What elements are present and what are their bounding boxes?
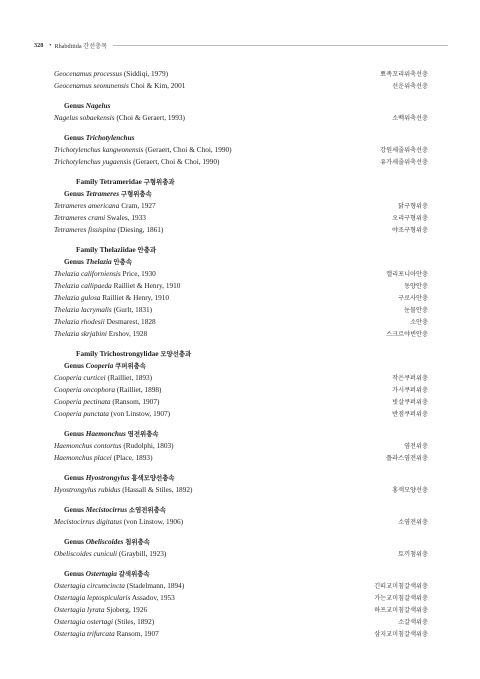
genus-heading [54, 100, 428, 112]
genus-part: Haemonchus [54, 441, 93, 450]
species-author: (von Linstow, 1906) [123, 517, 184, 526]
species-binomial [54, 629, 115, 638]
species-author: (Gurlt, 1831) [113, 305, 153, 314]
genus-name: Cooperia [85, 361, 114, 370]
genus-part: Cooperia [54, 385, 82, 394]
genus-heading [54, 568, 428, 580]
genus-part: Cooperia [54, 397, 82, 406]
species-author: Cram, 1927 [121, 201, 156, 210]
family-heading [54, 176, 428, 188]
species-row [54, 212, 428, 224]
korean-taxon-name: 갈색위충속 [118, 570, 150, 578]
korean-name: 가는교미침갈색위충 [374, 595, 428, 602]
genus-heading [54, 188, 428, 200]
species-name [54, 80, 185, 92]
species-row [54, 268, 428, 280]
family-heading [54, 244, 428, 256]
species-author: Desmarest, 1828 [106, 317, 156, 326]
genus-name: Ostertagia [85, 569, 117, 578]
genus-part: Cooperia [54, 409, 82, 418]
epithet-part: callipaeda [80, 281, 112, 290]
epithet-part: curticei [83, 373, 106, 382]
species-author: (Place, 1893) [113, 453, 153, 462]
genus-part: Ostertagia [54, 581, 86, 590]
korean-name: 소백위축선충 [392, 115, 428, 122]
species-name [54, 328, 147, 340]
genus-label: Genus [64, 133, 84, 142]
family-label: Family [76, 349, 98, 358]
species-binomial [54, 225, 116, 234]
genus-heading [54, 132, 428, 144]
korean-taxon-name: 모양선충과 [160, 350, 192, 358]
korean-taxon-name: 안충과 [137, 246, 157, 254]
species-row [54, 516, 428, 528]
species-name [54, 200, 156, 212]
genus-part: Thelazia [54, 293, 80, 302]
epithet-part: cuniculi [93, 549, 118, 558]
species-name [54, 396, 159, 408]
genus-label: Genus [64, 569, 84, 578]
species-name [54, 268, 156, 280]
species-author: Ransom, 1907 [116, 629, 159, 638]
genus-label: Genus [64, 505, 84, 514]
species-author: (Hassall & Stiles, 1892) [122, 485, 193, 494]
epithet-part: rubidus [98, 485, 121, 494]
korean-name: 가시쿠퍼위충 [392, 387, 428, 394]
species-author: (Diesing, 1861) [117, 225, 164, 234]
species-binomial [54, 617, 113, 626]
species-name [54, 280, 180, 292]
genus-name: Tetrameres [85, 189, 120, 198]
species-row [54, 580, 428, 592]
page-header [34, 41, 448, 50]
species-list [54, 68, 428, 640]
species-author: Sjoberg, 1926 [106, 605, 148, 614]
epithet-part: punctata [83, 409, 109, 418]
species-name [54, 484, 192, 496]
korean-taxon-name: 구형위충과 [143, 178, 175, 186]
genus-part: Thelazia [54, 305, 80, 314]
epithet-part: rhodesii [80, 317, 105, 326]
genus-part: Ostertagia [54, 617, 86, 626]
species-binomial [54, 281, 112, 290]
epithet-part: circumcincta [87, 581, 125, 590]
epithet-part: crami [88, 213, 106, 222]
korean-taxon-name: 쿠퍼위충속 [115, 362, 146, 370]
genus-part: Mecistocirrus [54, 517, 95, 526]
family-name: Thelaziidae [99, 245, 136, 254]
korean-name: 반점쿠퍼위충 [392, 411, 428, 418]
species-binomial [54, 81, 129, 90]
genus-part: Tetrameres [54, 213, 87, 222]
genus-label: Genus [64, 101, 84, 110]
species-row [54, 304, 428, 316]
genus-part: Thelazia [54, 281, 80, 290]
species-author: Railliet & Henry, 1910 [113, 281, 181, 290]
korean-taxon-name: 소염전위충속 [128, 506, 166, 514]
epithet-part: lyrata [87, 605, 105, 614]
korean-name: 눈물안충 [404, 307, 428, 314]
epithet-part: contortus [93, 441, 122, 450]
genus-label: Genus [64, 537, 84, 546]
section-gap [54, 340, 428, 348]
species-row [54, 616, 428, 628]
genus-part: Geocenamus [54, 69, 92, 78]
genus-part: Geocenamus [54, 81, 92, 90]
species-name [54, 440, 174, 452]
genus-name: Nagelus [85, 101, 111, 110]
species-row [54, 68, 428, 80]
genus-heading [54, 256, 428, 268]
species-row [54, 384, 428, 396]
genus-heading [54, 360, 428, 372]
species-binomial [54, 305, 112, 314]
species-name [54, 408, 170, 420]
epithet-part: processus [93, 69, 123, 78]
species-name [54, 112, 185, 124]
epithet-part: skrjabini [80, 329, 107, 338]
korean-name: 선운위축선충 [392, 83, 428, 90]
species-author: (Choi & Geraert, 1993) [116, 113, 185, 122]
genus-part: Cooperia [54, 373, 82, 382]
epithet-part: pectinata [83, 397, 111, 406]
epithet-part: yugaensis [102, 157, 132, 166]
species-binomial [54, 409, 109, 418]
species-name [54, 224, 163, 236]
genus-heading [54, 536, 428, 548]
species-name [54, 452, 153, 464]
genus-part: Ostertagia [54, 605, 86, 614]
genus-part: Obeliscoides [54, 549, 92, 558]
epithet-part: leptospicularis [87, 593, 131, 602]
species-binomial [54, 397, 111, 406]
korean-name: 유가세줄위축선충 [380, 159, 428, 166]
running-title: Rhabditida 간선충목 [54, 43, 108, 50]
section-gap [54, 528, 428, 536]
species-binomial [54, 157, 131, 166]
species-name [54, 292, 169, 304]
genus-name: Obeliscoides [85, 537, 124, 546]
genus-part: Thelazia [54, 269, 80, 278]
epithet-part: kangwonensis [102, 145, 144, 154]
korean-name: 삼지교미침갈색위충 [374, 631, 428, 638]
species-author: Railliet & Henry, 1910 [102, 293, 170, 302]
species-binomial [54, 145, 143, 154]
section-gap [54, 464, 428, 472]
epithet-part: ostertagi [87, 617, 113, 626]
korean-name: 토끼첨위충 [398, 551, 428, 558]
species-row [54, 224, 428, 236]
korean-name: 소염전위충 [398, 519, 428, 526]
species-binomial [54, 269, 121, 278]
section-gap [54, 560, 428, 568]
genus-heading [54, 428, 428, 440]
species-row [54, 144, 428, 156]
species-name [54, 156, 219, 168]
species-author: Choi & Kim, 2001 [130, 81, 186, 90]
species-row [54, 484, 428, 496]
species-binomial [54, 201, 119, 210]
species-name [54, 384, 161, 396]
species-name [54, 604, 147, 616]
genus-label: Genus [64, 257, 84, 266]
section-gap [54, 168, 428, 176]
family-heading [54, 348, 428, 360]
genus-part: Tetrameres [54, 225, 87, 234]
genus-name: Trichotylenchus [85, 133, 135, 142]
species-name [54, 304, 152, 316]
species-row [54, 200, 428, 212]
species-row [54, 316, 428, 328]
korean-name: 플라스염전위충 [386, 455, 428, 462]
species-row [54, 440, 428, 452]
species-row [54, 292, 428, 304]
species-row [54, 396, 428, 408]
species-name [54, 144, 232, 156]
korean-name: 소갈색위충 [398, 619, 428, 626]
korean-name: 강원세줄위축선충 [380, 147, 428, 154]
species-author: (Siddiqi, 1979) [123, 69, 169, 78]
species-author: (Geraert, Choi & Choi, 1990) [133, 157, 220, 166]
genus-label: Genus [64, 429, 84, 438]
korean-name: 오리구형위충 [392, 215, 428, 222]
epithet-part: californiensis [80, 269, 121, 278]
species-row [54, 80, 428, 92]
epithet-part: fissispina [88, 225, 116, 234]
species-name [54, 616, 154, 628]
epithet-part: sobaekensis [79, 113, 115, 122]
species-author: Assadov, 1953 [131, 593, 175, 602]
species-binomial [54, 441, 122, 450]
species-author: Ershov, 1928 [108, 329, 148, 338]
genus-part: Nagelus [54, 113, 78, 122]
genus-label: Genus [64, 361, 84, 370]
species-binomial [54, 453, 112, 462]
species-row [54, 408, 428, 420]
species-binomial [54, 517, 122, 526]
species-author: (von Linstow, 1907) [110, 409, 171, 418]
species-name [54, 212, 146, 224]
genus-part: Haemonchus [54, 453, 93, 462]
species-row [54, 372, 428, 384]
species-binomial [54, 329, 107, 338]
korean-taxon-name: 첨위충속 [125, 538, 150, 546]
section-gap [54, 124, 428, 132]
korean-taxon-name: 안충속 [113, 258, 133, 266]
family-label: Family [76, 245, 98, 254]
species-name [54, 316, 156, 328]
genus-part: Hyostrongylus [54, 485, 97, 494]
section-gap [54, 92, 428, 100]
genus-name: Haemonchus [85, 429, 126, 438]
epithet-part: placei [93, 453, 112, 462]
species-author: (Graybill, 1923) [118, 549, 167, 558]
genus-part: Trichotylenchus [54, 145, 101, 154]
species-row [54, 628, 428, 640]
family-name: Tetrameridae [99, 177, 142, 186]
genus-heading [54, 504, 428, 516]
species-name [54, 516, 183, 528]
species-author: (Railliet, 1893) [107, 373, 153, 382]
species-binomial [54, 317, 105, 326]
species-author: Price, 1930 [122, 269, 156, 278]
genus-heading [54, 472, 428, 484]
korean-taxon-name: 홍색모양선충속 [131, 474, 175, 482]
korean-name: 빗살쿠퍼위충 [392, 399, 428, 406]
korean-name: 긴띠교미침갈색위충 [374, 583, 428, 590]
species-binomial [54, 485, 120, 494]
species-author: (Stadelmann, 1894) [126, 581, 185, 590]
species-binomial [54, 293, 100, 302]
genus-part: Thelazia [54, 317, 80, 326]
species-binomial [54, 549, 117, 558]
species-row [54, 592, 428, 604]
korean-name: 홍색모양선충 [392, 487, 428, 494]
genus-label: Genus [64, 473, 84, 482]
genus-part: Thelazia [54, 329, 80, 338]
species-author: Swales, 1933 [107, 213, 146, 222]
genus-part: Trichotylenchus [54, 157, 101, 166]
family-label: Family [76, 177, 98, 186]
epithet-part: oncophora [83, 385, 116, 394]
species-name [54, 548, 166, 560]
species-name [54, 580, 184, 592]
species-binomial [54, 213, 105, 222]
species-author: (Rudolphi, 1803) [123, 441, 174, 450]
korean-name: 염전위충 [404, 443, 428, 450]
species-row [54, 156, 428, 168]
species-name [54, 592, 175, 604]
korean-name: 스크르야빈안충 [386, 331, 428, 338]
section-gap [54, 236, 428, 244]
genus-part: Ostertagia [54, 593, 86, 602]
korean-name: 구로사안충 [398, 295, 428, 302]
species-binomial [54, 385, 115, 394]
section-gap [54, 496, 428, 504]
species-row [54, 112, 428, 124]
species-row [54, 280, 428, 292]
species-binomial [54, 69, 122, 78]
section-gap [54, 420, 428, 428]
separator-dot: • [49, 42, 52, 49]
genus-name: Thelazia [85, 257, 112, 266]
genus-name: Mecistocirrus [85, 505, 128, 514]
genus-part: Ostertagia [54, 629, 86, 638]
korean-name: 동양안충 [404, 283, 428, 290]
species-row [54, 452, 428, 464]
species-binomial [54, 373, 106, 382]
species-author: (Stiles, 1892) [114, 617, 155, 626]
korean-taxon-name: 염전위충속 [127, 430, 159, 438]
species-author: (Railliet, 1898) [116, 385, 162, 394]
family-name: Trichostrongylidae [99, 349, 159, 358]
korean-name: 소안충 [410, 319, 428, 326]
korean-name: 캘리포니아안충 [386, 271, 428, 278]
species-row [54, 604, 428, 616]
genus-part: Tetrameres [54, 201, 87, 210]
species-binomial [54, 113, 115, 122]
species-binomial [54, 593, 130, 602]
species-binomial [54, 581, 125, 590]
page-number: 328 [34, 42, 44, 49]
epithet-part: gulosa [80, 293, 101, 302]
species-author: (Geraert, Choi & Choi, 1990) [145, 145, 232, 154]
species-author: (Ransom, 1907) [112, 397, 160, 406]
korean-name: 하프교미침갈색위충 [374, 607, 428, 614]
epithet-part: seonunensis [93, 81, 129, 90]
species-name [54, 628, 159, 640]
korean-name: 야조구형위충 [392, 227, 428, 234]
epithet-part: lacrymalis [80, 305, 112, 314]
epithet-part: trifurcata [87, 629, 115, 638]
species-name [54, 372, 152, 384]
korean-name: 작은쿠퍼위충 [392, 375, 428, 382]
korean-name: 닭구형위충 [398, 203, 428, 210]
korean-taxon-name: 구형위충속 [120, 190, 152, 198]
species-row [54, 548, 428, 560]
epithet-part: digitatus [96, 517, 122, 526]
header-rule [113, 45, 448, 46]
epithet-part: americana [88, 201, 120, 210]
korean-name: 뾰족꼬리위축선충 [380, 71, 428, 78]
genus-name: Hyostrongylus [85, 473, 130, 482]
species-name [54, 68, 168, 80]
species-row [54, 328, 428, 340]
species-binomial [54, 605, 104, 614]
genus-label: Genus [64, 189, 84, 198]
